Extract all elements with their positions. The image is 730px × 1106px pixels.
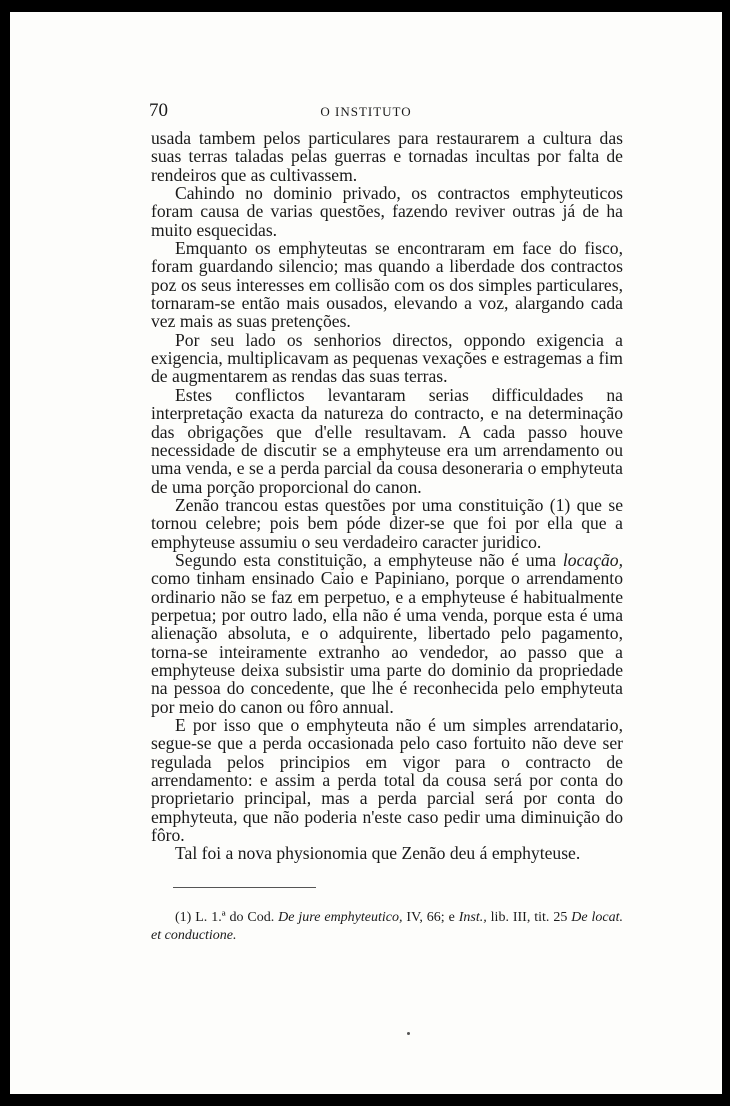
footnote-mid-2: lib. III, tit. 25 bbox=[486, 910, 572, 925]
footnote bbox=[151, 909, 623, 945]
page-number: 70 bbox=[149, 100, 168, 121]
footnote-text bbox=[151, 909, 623, 945]
book-page bbox=[10, 12, 722, 1094]
paragraph-2: Cahindo no dominio privado, os contractos emphyteuticos foram causa de varias questões, fazendo reviver outras já de ha muito esquecidas. bbox=[151, 183, 623, 240]
paragraph-7-text-b: como tinham ensinado Caio e Papiniano, porque o arrendamento ordinario não se faz em perpetuo, e a emphyteuse é habitualmente perpetua; por outro lado, ella não é uma venda, porque esta é uma alienação absoluta, e o adquirente, libertado pelo pagamento, torna-se inteiramente extranho ao vendedor, ao passo que a emphyteuse deixa subsistir uma parte do dominio da propriedade na pessoa do concedente, que lhe é reconhecida pelo emphyteuta por meio do canon ou fôro annual. bbox=[151, 568, 623, 717]
running-title: O INSTITUTO bbox=[320, 104, 412, 119]
footnote-italic-3: De locat. et conductione. bbox=[151, 910, 624, 943]
footnote-divider bbox=[173, 887, 316, 888]
footnote-marker: (1) L. 1.ª do Cod. bbox=[175, 910, 279, 925]
page-header bbox=[10, 100, 722, 124]
paragraph-1: usada tambem pelos particulares para restaurarem a cultura das suas terras taladas pelas guerras e tornadas incultas por falta de rendeiros que as cultivassem. bbox=[151, 128, 623, 185]
footnote-italic-1: De jure emphyteutico, bbox=[278, 910, 403, 925]
paragraph-9: Tal foi a nova physionomia que Zenão deu á emphyteuse. bbox=[175, 843, 581, 864]
paragraph-5: Estes conflictos levantaram serias difficuldades na interpretação exacta da natureza do contracto, e na determinação das obrigações que d'elle resultavam. A cada passo houve necessidade de discutir se a emphyteuse era um arrendamento ou uma venda, e se a perda parcial da cousa desoneraria o emphyteuta de uma porção proporcional do canon. bbox=[151, 384, 623, 497]
paragraph-8: E por isso que o emphyteuta não é um simples arrendatario, segue-se que a perda occasionada pelo caso fortuito não deve ser regulada pelos principios em vigor para o contracto de arrendamento: e assim a perda total da cousa será por conta do proprietario principal, mas a perda parcial será por conta do emphyteuta, que não poderia n'este caso pedir uma diminuição do fôro. bbox=[151, 715, 623, 846]
paragraph-7-italic: locação, bbox=[562, 549, 623, 570]
paragraph-7-text-a: Segundo esta constituição, a emphyteuse não é uma bbox=[175, 549, 563, 570]
paragraph-3: Emquanto os emphyteutas se encontraram em face do fisco, foram guardando silencio; mas quando a liberdade dos contractos poz os seus interesses em collisão com os dos simples particulares, tornaram-se então mais ousados, elevando a voz, alargando cada vez mais as suas pretenções. bbox=[151, 238, 623, 332]
footnote-mid-1: IV, 66; e bbox=[402, 910, 459, 925]
body-text bbox=[151, 129, 623, 863]
paragraph-6: Zenão trancou estas questões por uma constituição (1) que se tornou celebre; pois bem póde dizer-se que foi por ella que a emphyteuse assumiu o seu verdadeiro caracter juridico. bbox=[151, 494, 623, 552]
print-speck bbox=[407, 1032, 410, 1035]
paragraph-4: Por seu lado os senhorios directos, oppondo exigencia a exigencia, multiplicavam as pequenas vexações e estragemas a fim de augmentarem as rendas das suas terras. bbox=[151, 329, 623, 387]
footnote-italic-2: Inst., bbox=[458, 910, 487, 925]
paragraph-7 bbox=[151, 551, 623, 716]
